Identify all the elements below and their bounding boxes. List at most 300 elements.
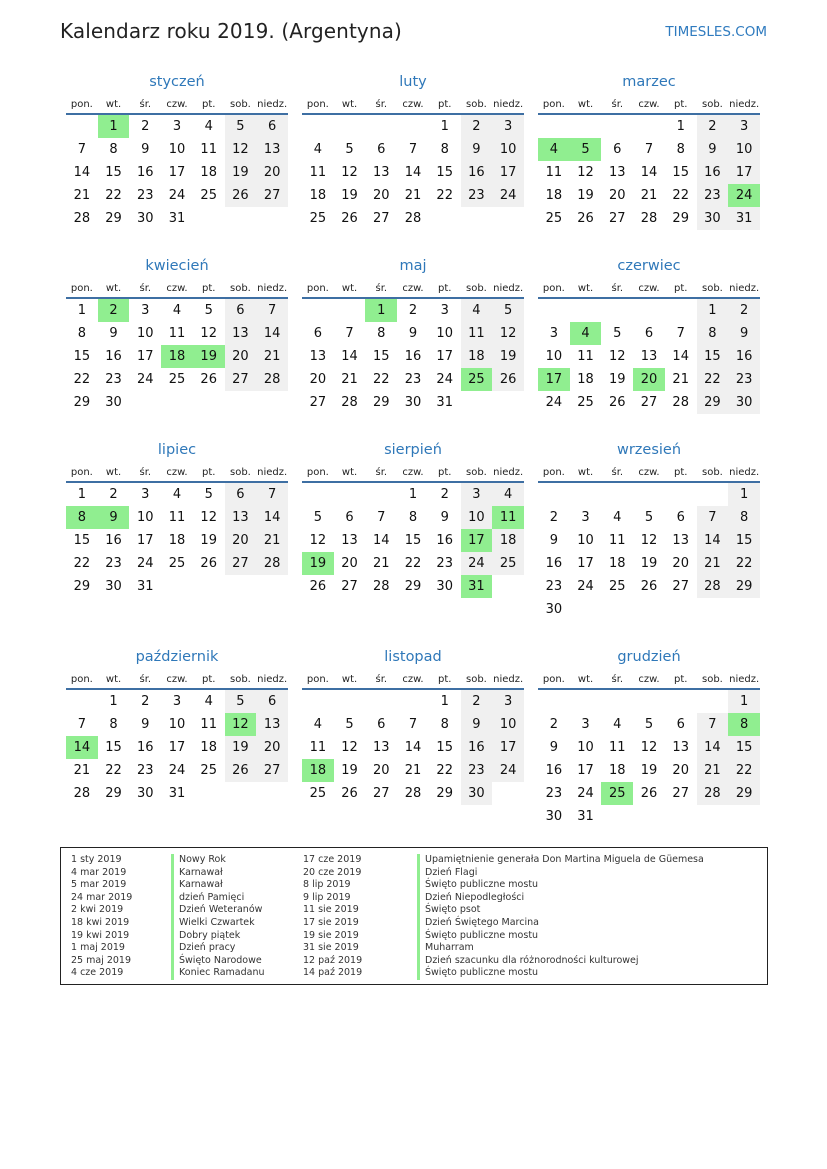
weekday-label: sob.	[701, 282, 723, 294]
holiday-day-cell: 12	[225, 713, 257, 736]
week-row	[66, 368, 288, 391]
day-cell: 2	[141, 119, 150, 134]
day-cell: 2	[461, 115, 493, 138]
empty-day	[302, 299, 334, 322]
empty-day	[538, 690, 570, 713]
weekday-label: czw.	[638, 673, 660, 685]
day-cell: 29	[436, 786, 453, 801]
holiday-name: Święto publiczne mostu	[417, 930, 704, 943]
day-cell: 10	[436, 326, 453, 341]
holiday-day-cell: 20	[633, 368, 665, 391]
day-cell: 30	[697, 207, 729, 230]
holiday-name: Dzień szacunku dla różnorodności kulturowej	[417, 955, 704, 968]
day-cell: 8	[77, 326, 86, 341]
day-cell: 19	[577, 188, 594, 203]
weekday-label: sob.	[229, 282, 251, 294]
holiday-name: Nowy Rok	[171, 854, 265, 867]
empty-day	[570, 598, 602, 621]
day-cell: 28	[672, 395, 689, 410]
day-cell: 16	[137, 740, 154, 755]
weekday-label: śr.	[375, 98, 388, 110]
weekday-label: pt.	[201, 98, 216, 110]
day-cell: 23	[545, 786, 563, 801]
day-cell: 12	[200, 510, 217, 525]
day-cell: 3	[728, 115, 760, 138]
day-cell: 15	[373, 349, 390, 364]
day-cell: 2	[728, 299, 760, 322]
holiday-date: 24 mar 2019	[71, 891, 133, 903]
day-cell: 13	[225, 506, 257, 529]
month-name: sierpień	[384, 442, 442, 458]
week-row	[66, 506, 288, 529]
day-cell: 26	[492, 368, 524, 391]
day-cell: 10	[168, 142, 186, 157]
weekday-label: wt.	[577, 673, 594, 685]
week-row	[538, 345, 760, 368]
week-row	[302, 529, 524, 552]
weekday-label: śr.	[139, 282, 152, 294]
day-cell: 8	[377, 326, 386, 341]
month-name: grudzień	[617, 649, 681, 665]
holiday-date: 1 sty 2019	[71, 854, 122, 865]
weekday-label: niedz.	[729, 98, 760, 110]
day-cell: 22	[73, 372, 91, 387]
month-name: luty	[399, 74, 427, 90]
weekday-label: pt.	[673, 98, 688, 110]
day-cell: 23	[137, 763, 154, 778]
day-cell: 30	[137, 211, 154, 226]
day-cell: 3	[172, 694, 182, 709]
day-cell: 30	[461, 782, 493, 805]
day-cell: 17	[168, 165, 186, 180]
day-cell: 30	[105, 395, 122, 410]
week-row	[302, 483, 524, 506]
day-cell: 11	[577, 349, 594, 364]
weekday-label: pt.	[201, 673, 216, 685]
holiday-name: Święto publiczne mostu	[417, 967, 704, 980]
empty-day	[302, 690, 334, 713]
day-cell: 15	[697, 345, 729, 368]
day-cell: 24	[492, 184, 524, 207]
day-cell: 6	[613, 142, 622, 157]
weekday-label: czw.	[402, 282, 424, 294]
day-cell: 10	[461, 506, 493, 529]
holiday-name: Koniec Ramadanu	[171, 967, 265, 980]
day-cell: 23	[105, 556, 122, 571]
empty-day	[397, 690, 429, 713]
day-cell: 14	[697, 529, 729, 552]
day-cell: 26	[640, 786, 658, 801]
day-cell: 25	[200, 188, 217, 203]
day-cell: 22	[404, 556, 422, 571]
day-cell: 31	[577, 809, 594, 824]
day-cell: 16	[436, 533, 453, 548]
week-row	[302, 345, 524, 368]
weekday-label: śr.	[611, 466, 624, 478]
holiday-name: Święto Narodowe	[171, 955, 265, 968]
day-cell: 1	[408, 487, 418, 502]
month-calendar	[66, 437, 288, 598]
empty-day	[665, 299, 697, 322]
day-cell: 19	[225, 736, 257, 759]
day-cell: 4	[492, 483, 524, 506]
day-cell: 31	[137, 579, 154, 594]
holiday-day-cell: 8	[66, 506, 98, 529]
empty-day	[697, 483, 729, 506]
holiday-name: dzień Pamięci	[171, 892, 265, 905]
day-cell: 20	[341, 556, 358, 571]
day-cell: 20	[672, 763, 689, 778]
day-cell: 14	[404, 740, 422, 755]
week-row	[66, 782, 288, 805]
day-cell: 5	[345, 717, 354, 732]
holiday-day-cell: 5	[570, 138, 602, 161]
month-name: lipiec	[157, 442, 197, 458]
day-cell: 17	[492, 736, 524, 759]
day-cell: 2	[549, 510, 558, 525]
day-cell: 29	[73, 395, 91, 410]
day-cell: 7	[77, 717, 86, 732]
day-cell: 27	[640, 395, 658, 410]
weekday-label: niedz.	[729, 673, 760, 685]
weekday-label: pt.	[437, 466, 452, 478]
month-name: kwiecień	[145, 258, 209, 274]
day-cell: 10	[577, 533, 594, 548]
week-row	[66, 207, 288, 230]
day-cell: 27	[256, 184, 288, 207]
day-cell: 7	[676, 326, 685, 341]
empty-day	[601, 115, 633, 138]
day-cell: 29	[373, 395, 390, 410]
holiday-name: Dzień pracy	[171, 942, 265, 955]
day-cell: 28	[373, 579, 390, 594]
empty-day	[601, 690, 633, 713]
day-cell: 8	[728, 506, 760, 529]
weekday-label: pon.	[542, 673, 565, 685]
day-cell: 16	[697, 161, 729, 184]
day-cell: 5	[613, 326, 622, 341]
weekday-label: czw.	[638, 282, 660, 294]
week-row	[538, 552, 760, 575]
week-row	[538, 690, 760, 713]
month-name: styczeń	[149, 74, 205, 90]
weekday-label: niedz.	[257, 98, 288, 110]
holiday-name: Dzień Weteranów	[171, 904, 265, 917]
empty-day	[728, 598, 760, 621]
weekday-label: śr.	[139, 98, 152, 110]
week-row	[302, 161, 524, 184]
day-cell: 6	[256, 690, 288, 713]
week-row	[302, 391, 524, 414]
day-cell: 10	[545, 349, 563, 364]
empty-day	[697, 690, 729, 713]
day-cell: 6	[225, 299, 257, 322]
weekday-label: sob.	[701, 466, 723, 478]
empty-day	[461, 207, 493, 230]
site-link[interactable]: TIMESLES.COM	[665, 24, 767, 40]
day-cell: 26	[200, 372, 217, 387]
day-cell: 16	[461, 736, 493, 759]
holiday-names-column-1	[171, 854, 265, 980]
day-cell: 2	[109, 487, 118, 502]
day-cell: 2	[697, 115, 729, 138]
day-cell: 13	[309, 349, 327, 364]
holiday-list	[60, 847, 768, 985]
day-cell: 15	[105, 740, 122, 755]
weekday-label: pt.	[437, 673, 452, 685]
week-row	[538, 391, 760, 414]
empty-day	[538, 299, 570, 322]
day-cell: 29	[697, 391, 729, 414]
day-cell: 13	[609, 165, 626, 180]
day-cell: 30	[436, 579, 453, 594]
day-cell: 30	[137, 786, 154, 801]
weekday-label: niedz.	[493, 98, 524, 110]
week-row	[538, 782, 760, 805]
day-cell: 27	[672, 579, 689, 594]
day-cell: 29	[672, 211, 689, 226]
day-cell: 21	[341, 372, 358, 387]
holiday-day-cell: 9	[98, 506, 130, 529]
day-cell: 18	[461, 345, 493, 368]
day-cell: 31	[168, 211, 186, 226]
day-cell: 20	[225, 345, 257, 368]
day-cell: 5	[225, 115, 257, 138]
day-cell: 21	[256, 345, 288, 368]
day-cell: 12	[225, 138, 257, 161]
holiday-day-cell: 4	[538, 138, 570, 161]
day-cell: 23	[404, 372, 422, 387]
day-cell: 6	[256, 115, 288, 138]
day-cell: 3	[492, 690, 524, 713]
holiday-name: Dzień Flagi	[417, 867, 704, 880]
week-row	[538, 184, 760, 207]
day-cell: 3	[141, 303, 150, 318]
day-cell: 26	[341, 211, 358, 226]
weekday-header	[66, 670, 288, 690]
weekday-label: śr.	[611, 282, 624, 294]
empty-day	[193, 391, 225, 414]
weekday-label: pon.	[306, 98, 329, 110]
month-name: wrzesień	[616, 442, 682, 458]
day-cell: 7	[256, 483, 288, 506]
weekday-header	[302, 670, 524, 690]
day-cell: 8	[440, 717, 449, 732]
week-row	[538, 368, 760, 391]
day-cell: 8	[697, 322, 729, 345]
day-cell: 21	[73, 188, 91, 203]
week-row	[538, 598, 760, 621]
week-row	[66, 299, 288, 322]
day-cell: 4	[613, 510, 622, 525]
holiday-day-cell: 2	[98, 299, 130, 322]
day-cell: 17	[168, 740, 186, 755]
day-cell: 27	[225, 552, 257, 575]
day-cell: 19	[609, 372, 626, 387]
holiday-day-cell: 17	[461, 529, 493, 552]
day-cell: 20	[256, 736, 288, 759]
day-cell: 17	[492, 161, 524, 184]
empty-day	[665, 690, 697, 713]
day-cell: 14	[697, 736, 729, 759]
day-cell: 26	[609, 395, 626, 410]
weekday-header	[538, 279, 760, 299]
weekday-label: czw.	[166, 466, 188, 478]
day-cell: 15	[436, 740, 453, 755]
holiday-day-cell: 19	[193, 345, 225, 368]
day-cell: 17	[436, 349, 453, 364]
empty-day	[193, 782, 225, 805]
day-cell: 23	[461, 184, 493, 207]
day-cell: 19	[225, 161, 257, 184]
day-cell: 14	[404, 165, 422, 180]
day-cell: 1	[77, 487, 86, 502]
day-cell: 1	[697, 299, 729, 322]
holiday-day-cell: 4	[570, 322, 602, 345]
day-cell: 5	[204, 487, 213, 502]
empty-day	[601, 483, 633, 506]
week-row	[66, 483, 288, 506]
day-cell: 10	[137, 510, 154, 525]
day-cell: 16	[461, 161, 493, 184]
weekday-header	[302, 463, 524, 483]
day-cell: 30	[728, 391, 760, 414]
empty-day	[161, 575, 193, 598]
holiday-date: 12 paź 2019	[303, 954, 363, 966]
day-cell: 11	[309, 740, 327, 755]
weekday-label: wt.	[577, 98, 594, 110]
empty-day	[492, 782, 524, 805]
day-cell: 12	[309, 533, 327, 548]
day-cell: 19	[200, 533, 217, 548]
day-cell: 12	[640, 740, 658, 755]
day-cell: 22	[105, 763, 122, 778]
week-row	[302, 759, 524, 782]
day-cell: 12	[577, 165, 594, 180]
day-cell: 8	[440, 142, 449, 157]
day-cell: 25	[168, 556, 186, 571]
day-cell: 1	[728, 483, 760, 506]
day-cell: 9	[408, 326, 418, 341]
week-row	[66, 184, 288, 207]
day-cell: 16	[137, 165, 154, 180]
week-row	[302, 115, 524, 138]
empty-day	[256, 391, 288, 414]
day-cell: 5	[204, 303, 213, 318]
empty-day	[256, 575, 288, 598]
weekday-label: sob.	[465, 98, 487, 110]
week-row	[538, 805, 760, 828]
week-row	[538, 506, 760, 529]
week-row	[66, 575, 288, 598]
empty-day	[256, 782, 288, 805]
day-cell: 3	[549, 326, 558, 341]
day-cell: 1	[440, 694, 449, 709]
week-row	[302, 506, 524, 529]
day-cell: 8	[408, 510, 418, 525]
day-cell: 26	[577, 211, 594, 226]
day-cell: 6	[676, 510, 685, 525]
day-cell: 13	[672, 533, 689, 548]
empty-day	[633, 805, 665, 828]
day-cell: 27	[373, 211, 390, 226]
week-row	[538, 736, 760, 759]
week-row	[302, 575, 524, 598]
day-cell: 5	[644, 510, 654, 525]
day-cell: 18	[545, 188, 563, 203]
day-cell: 25	[492, 552, 524, 575]
day-cell: 15	[73, 349, 91, 364]
day-cell: 11	[609, 740, 626, 755]
weekday-label: niedz.	[493, 282, 524, 294]
empty-day	[601, 598, 633, 621]
day-cell: 11	[168, 326, 186, 341]
day-cell: 28	[73, 786, 91, 801]
week-row	[302, 713, 524, 736]
week-row	[66, 759, 288, 782]
day-cell: 27	[309, 395, 327, 410]
week-row	[302, 690, 524, 713]
day-cell: 6	[225, 483, 257, 506]
weekday-label: wt.	[105, 282, 122, 294]
holiday-day-cell: 17	[538, 368, 570, 391]
day-cell: 7	[256, 299, 288, 322]
empty-day	[66, 115, 98, 138]
day-cell: 24	[577, 579, 594, 594]
month-calendar	[302, 644, 524, 805]
day-cell: 1	[676, 119, 685, 134]
holiday-date: 20 cze 2019	[303, 866, 362, 878]
month-name: maj	[399, 258, 427, 274]
holiday-day-cell: 14	[66, 736, 98, 759]
day-cell: 16	[404, 349, 422, 364]
holiday-name: Karnawał	[171, 867, 265, 880]
weekday-label: niedz.	[729, 282, 760, 294]
day-cell: 21	[697, 552, 729, 575]
empty-day	[225, 782, 257, 805]
holiday-name: Dzień Świętego Marcina	[417, 917, 704, 930]
weekday-label: pt.	[673, 466, 688, 478]
day-cell: 25	[200, 763, 217, 778]
day-cell: 2	[461, 690, 493, 713]
weekday-label: wt.	[577, 282, 594, 294]
holiday-date: 25 maj 2019	[71, 954, 132, 966]
holiday-day-cell: 8	[728, 713, 760, 736]
day-cell: 28	[697, 782, 729, 805]
holiday-day-cell: 19	[302, 552, 334, 575]
weekday-label: sob.	[701, 98, 723, 110]
week-row	[302, 299, 524, 322]
day-cell: 8	[676, 142, 685, 157]
day-cell: 25	[168, 372, 186, 387]
day-cell: 6	[345, 510, 354, 525]
day-cell: 23	[728, 368, 760, 391]
empty-day	[365, 690, 397, 713]
day-cell: 25	[309, 211, 327, 226]
holiday-day-cell: 18	[302, 759, 334, 782]
day-cell: 20	[373, 188, 390, 203]
day-cell: 25	[309, 786, 327, 801]
day-cell: 29	[404, 579, 422, 594]
day-cell: 17	[728, 161, 760, 184]
weekday-label: śr.	[375, 466, 388, 478]
day-cell: 14	[256, 322, 288, 345]
day-cell: 3	[581, 717, 590, 732]
day-cell: 16	[105, 349, 122, 364]
day-cell: 7	[644, 142, 654, 157]
day-cell: 23	[105, 372, 122, 387]
weekday-label: pt.	[437, 282, 452, 294]
